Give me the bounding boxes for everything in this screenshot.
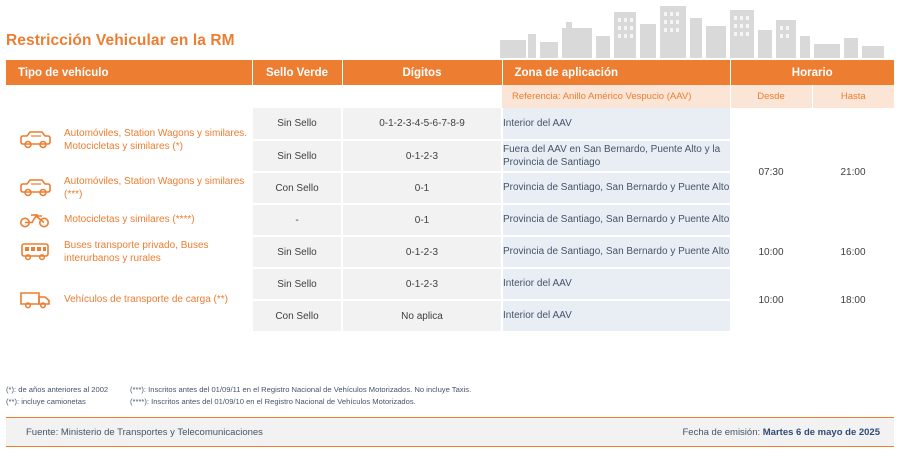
vehicle-label: Automóviles, Station Wagons y similares (***) [64, 172, 252, 204]
header-vehicle-type: Tipo de vehículo [6, 60, 252, 85]
zone-value: Provincia de Santiago, San Bernardo y Puente Alto [502, 236, 730, 268]
time-from: 07:30 [730, 108, 812, 236]
car-icon [6, 172, 64, 204]
table-row [6, 108, 894, 140]
header-digits: Dígitos [342, 60, 502, 85]
digits-value: No aplica [342, 300, 502, 332]
car-icon [6, 108, 64, 172]
header-green-seal: Sello Verde [252, 60, 342, 85]
seal-value: Sin Sello [252, 236, 342, 268]
digits-value: 0-1-2-3 [342, 268, 502, 300]
footer-bar [6, 417, 894, 447]
footnote-1: (*): de años anteriores al 2002 [6, 385, 109, 394]
digits-value: 0-1-2-3 [342, 140, 502, 172]
seal-value: - [252, 204, 342, 236]
footnote-2: (**): incluye camionetas [6, 396, 86, 406]
time-to: 16:00 [812, 236, 894, 268]
header-to: Hasta [812, 85, 894, 108]
time-from: 10:00 [730, 236, 812, 268]
header-zone: Zona de aplicación [502, 60, 730, 85]
zone-value: Interior del AAV [502, 108, 730, 140]
digits-value: 0-1-2-3-4-5-6-7-8-9 [342, 108, 502, 140]
bus-icon [6, 236, 64, 268]
table-row [6, 268, 894, 300]
zone-value: Fuera del AAV en San Bernardo, Puente Alto y la Provincia de Santiago [502, 140, 730, 172]
seal-value: Con Sello [252, 300, 342, 332]
zone-value: Provincia de Santiago, San Bernardo y Puente Alto [502, 172, 730, 204]
table-header-row [6, 60, 894, 85]
table-row [6, 236, 894, 268]
seal-value: Sin Sello [252, 268, 342, 300]
motorcycle-icon [6, 204, 64, 236]
vehicle-label: Vehículos de transporte de carga (**) [64, 268, 252, 332]
digits-value: 0-1 [342, 172, 502, 204]
time-to: 21:00 [812, 108, 894, 236]
vehicle-label: Automóviles, Station Wagons y similares. Motocicletas y similares (*) [64, 108, 252, 172]
header-from: Desde [730, 85, 812, 108]
page-title: Restricción Vehicular en la RM [6, 32, 235, 49]
zone-value: Interior del AAV [502, 268, 730, 300]
footnote-4: (****): Inscritos antes del 01/09/10 en el Registro Nacional de Vehículos Motorizados. [130, 396, 416, 406]
seal-value: Con Sello [252, 172, 342, 204]
time-to: 18:00 [812, 268, 894, 332]
digits-value: 0-1-2-3 [342, 236, 502, 268]
vehicle-label: Buses transporte privado, Buses interurbanos y rurales [64, 236, 252, 268]
skyline-decoration [480, 0, 900, 58]
seal-value: Sin Sello [252, 108, 342, 140]
vehicle-label: Motocicletas y similares (****) [64, 204, 252, 236]
footer-date-value: Martes 6 de mayo de 2025 [762, 427, 880, 438]
time-from: 10:00 [730, 268, 812, 332]
seal-value: Sin Sello [252, 140, 342, 172]
footnote-3: (***): Inscritos antes del 01/09/11 en el Registro Nacional de Vehículos Motorizados. No incluye Taxis. [130, 385, 472, 394]
reference-row [6, 85, 894, 108]
bottom-spacer [0, 462, 900, 475]
reference-note: Referencia: Anillo Américo Vespucio (AAV) [502, 85, 730, 108]
header-schedule: Horario [730, 60, 894, 85]
footer-date-label: Fecha de emisión: [682, 427, 761, 438]
footer-date [683, 427, 881, 438]
zone-value: Provincia de Santiago, San Bernardo y Puente Alto [502, 204, 730, 236]
restriction-table [6, 60, 894, 333]
truck-icon [6, 268, 64, 332]
digits-value: 0-1 [342, 204, 502, 236]
footer-source: Fuente: Ministerio de Transportes y Telecomunicaciones [26, 427, 263, 438]
zone-value: Interior del AAV [502, 300, 730, 332]
